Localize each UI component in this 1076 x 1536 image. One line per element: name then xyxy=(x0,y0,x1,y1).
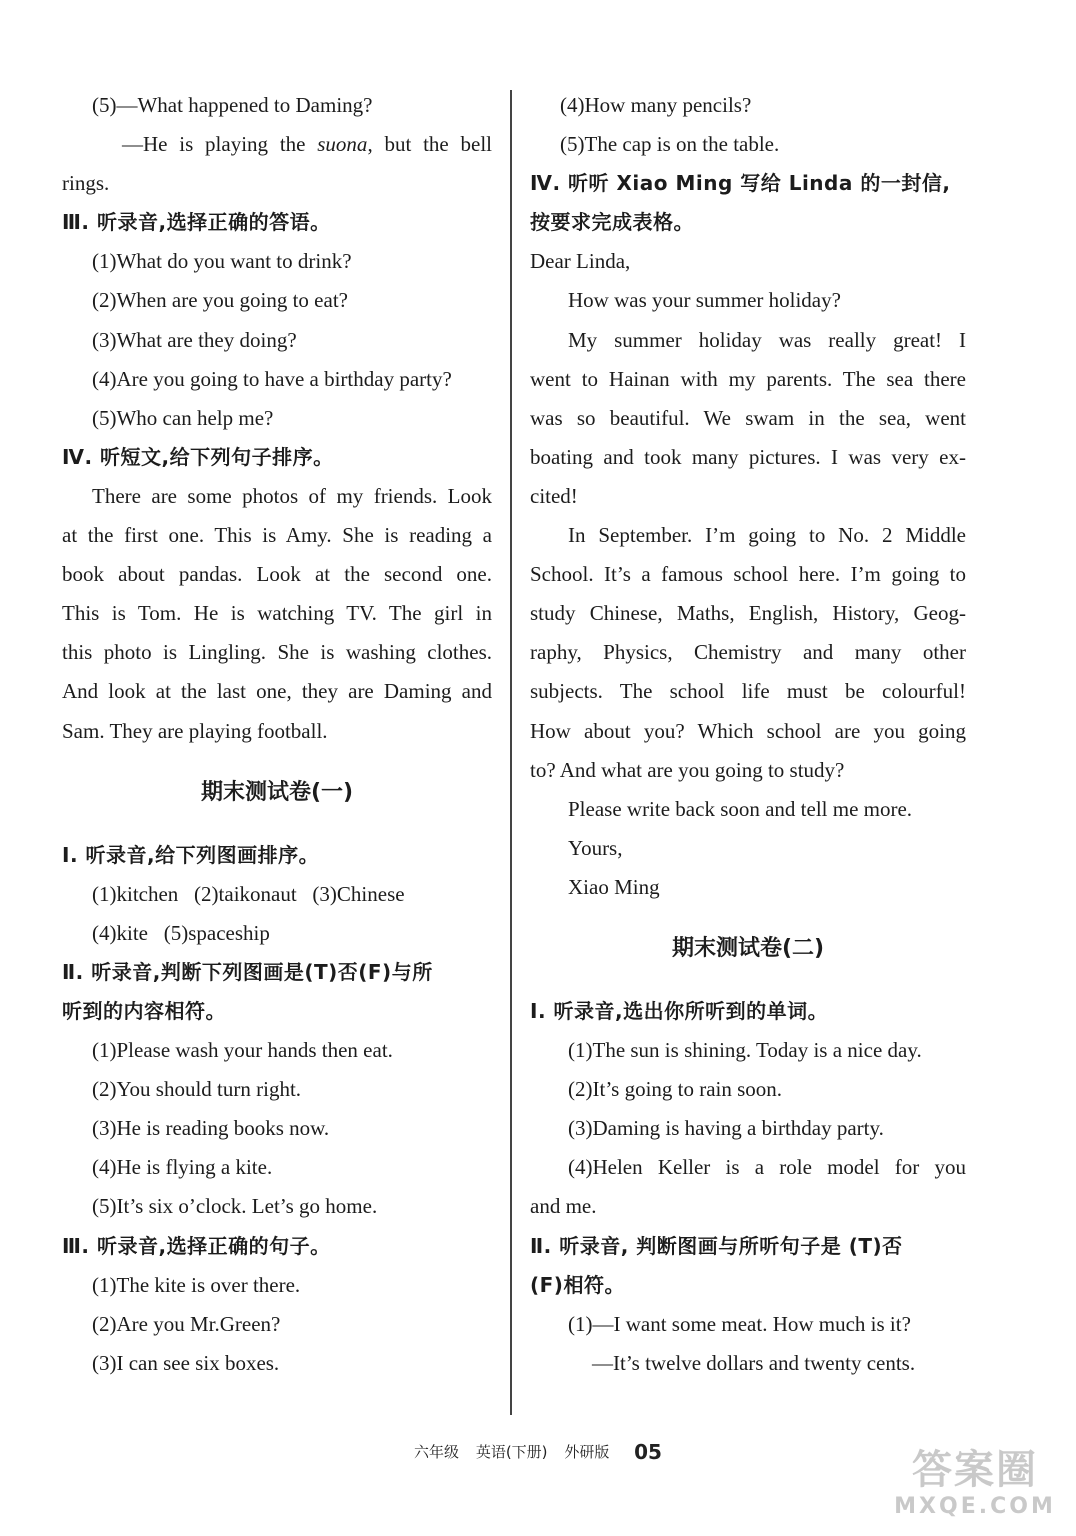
letter-closing: Yours, xyxy=(568,835,623,860)
section-heading: Ⅲ. 听录音,选择正确的答语。 xyxy=(62,210,331,235)
passage-line: This is Tom. He is watching TV. The girl in xyxy=(62,601,492,626)
letter-line: My summer holiday was really great! I xyxy=(568,327,966,352)
list-item: (2)You should turn right. xyxy=(92,1077,302,1102)
list-item: (3)Daming is having a birthday party. xyxy=(568,1116,884,1141)
list-item: (1)—I want some meat. How much is it? xyxy=(568,1311,911,1336)
section-heading: 按要求完成表格。 xyxy=(530,210,694,235)
question-line: rings. xyxy=(62,171,110,196)
list-item: (4)How many pencils? xyxy=(560,93,752,117)
list-item: (1)What do you want to drink? xyxy=(92,249,352,274)
list-item: (4)He is flying a kite. xyxy=(92,1155,273,1180)
letter-line: study Chinese, Maths, English, History, Geog- xyxy=(530,601,966,626)
letter-greeting: Dear Linda, xyxy=(530,249,631,274)
letter-line: to? And what are you going to study? xyxy=(530,757,845,782)
list-item: (1)Please wash your hands then eat. xyxy=(92,1038,393,1063)
list-item: (4)kite (5)spaceship xyxy=(92,920,270,945)
list-item: (4)Are you going to have a birthday party? xyxy=(92,366,452,391)
letter-line: How was your summer holiday? xyxy=(568,288,841,313)
section-heading: 听到的内容相符。 xyxy=(62,998,226,1023)
left-column xyxy=(62,86,492,1383)
letter-line: was so beautiful. We swam in the sea, went xyxy=(530,405,966,430)
exam-title: 期末测试卷(二) xyxy=(671,935,825,961)
letter-line: Please write back soon and tell me more. xyxy=(568,796,913,821)
list-item: —It’s twelve dollars and twenty cents. xyxy=(592,1350,916,1375)
list-item: (3)He is reading books now. xyxy=(92,1116,330,1141)
list-item: (5)It’s six o’clock. Let’s go home. xyxy=(92,1194,378,1219)
section-heading: Ⅱ. 听录音,判断下列图画是(T)否(F)与所 xyxy=(62,959,433,984)
right-column xyxy=(530,86,966,1383)
list-item: (3)What are they doing? xyxy=(92,327,297,352)
footer-edition: 外研版 xyxy=(564,1443,610,1461)
letter-line: boating and took many pictures. I was very ex- xyxy=(530,444,966,469)
list-item: (1)kitchen (2)taikonaut (3)Chinese xyxy=(92,881,405,906)
list-item: (1)The sun is shining. Today is a nice day. xyxy=(568,1038,922,1063)
letter-line: cited! xyxy=(530,483,578,508)
letter-line: went to Hainan with my parents. The sea there xyxy=(530,366,966,391)
list-item: (2)When are you going to eat? xyxy=(92,288,348,313)
list-item: (2)Are you Mr.Green? xyxy=(92,1311,281,1336)
list-item: (5)The cap is on the table. xyxy=(560,132,780,157)
column-divider xyxy=(510,90,512,1415)
text-run: , but the bell xyxy=(367,132,492,157)
section-heading: (F)相符。 xyxy=(530,1272,625,1297)
question-line: (5)—What happened to Daming? xyxy=(92,93,373,117)
list-item: and me. xyxy=(530,1194,597,1219)
exam-title: 期末测试卷(一) xyxy=(200,779,354,805)
passage-line: And look at the last one, they are Daming and xyxy=(62,679,492,704)
watermark-logo: 答案圈 MXQE.COM xyxy=(894,1447,1056,1519)
list-item: (2)It’s going to rain soon. xyxy=(568,1077,783,1102)
footer-grade: 六年级 xyxy=(414,1443,460,1461)
list-item: (5)Who can help me? xyxy=(92,405,274,430)
letter-line: How about you? Which school are you going xyxy=(530,718,966,743)
footer-subject: 英语(下册) xyxy=(475,1443,548,1461)
passage-line: this photo is Lingling. She is washing clothes. xyxy=(62,640,492,665)
section-heading: Ⅰ. 听录音,选出你所听到的单词。 xyxy=(530,998,829,1023)
letter-line: subjects. The school life must be colourful! xyxy=(530,679,966,704)
list-item: (1)The kite is over there. xyxy=(92,1272,301,1297)
letter-line: raphy, Physics, Chemistry and many other xyxy=(530,640,966,665)
list-item: (3)I can see six boxes. xyxy=(92,1350,280,1375)
section-heading: Ⅳ. 听听 Xiao Ming 写给 Linda 的一封信, xyxy=(530,171,951,196)
letter-signature: Xiao Ming xyxy=(568,874,660,899)
passage-line: There are some photos of my friends. Look xyxy=(92,483,492,508)
passage-line: at the first one. This is Amy. She is reading a xyxy=(62,523,492,548)
section-heading: Ⅱ. 听录音, 判断图画与所听句子是 (T)否 xyxy=(530,1233,903,1258)
page-number: 05 xyxy=(634,1440,662,1464)
passage-line: Sam. They are playing football. xyxy=(62,718,328,743)
section-heading: Ⅲ. 听录音,选择正确的句子。 xyxy=(62,1233,331,1258)
section-heading: Ⅰ. 听录音,给下列图画排序。 xyxy=(62,842,320,867)
letter-line: School. It’s a famous school here. I’m going to xyxy=(530,562,966,587)
passage-line: book about pandas. Look at the second one. xyxy=(62,562,492,587)
section-heading: Ⅳ. 听短文,给下列句子排序。 xyxy=(62,444,334,469)
list-item: (4)Helen Keller is a role model for you xyxy=(568,1155,966,1180)
italic-word: suona xyxy=(317,132,368,157)
question-line xyxy=(62,125,492,164)
letter-line: In September. I’m going to No. 2 Middle xyxy=(568,523,966,548)
text-run: —He is playing the xyxy=(122,132,318,157)
